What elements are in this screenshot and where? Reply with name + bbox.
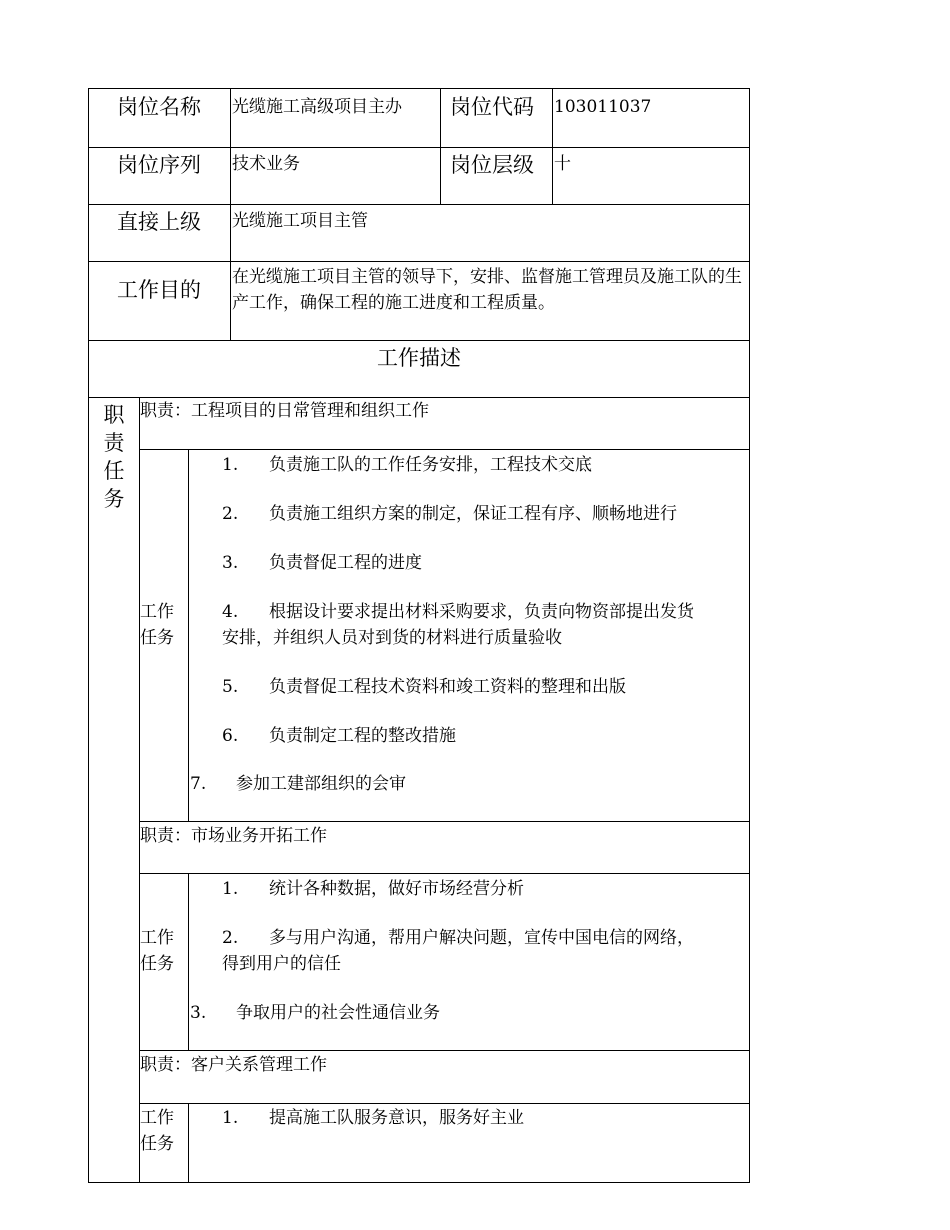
duty-title: 职责：工程项目的日常管理和组织工作 [140, 401, 429, 421]
position-level-value: 十 [554, 154, 571, 174]
row-divider [139, 873, 750, 874]
task-text: 提高施工队服务意识，服务好主业 [269, 1108, 524, 1128]
task-label: 工作任务 [140, 602, 174, 648]
task-text: 负责施工组织方案的制定，保证工程有序、顺畅地进行 [269, 504, 677, 524]
task-text: 根据设计要求提出材料采购要求，负责向物资部提出发货 [269, 602, 694, 622]
objective-label: 工作目的 [117, 278, 201, 302]
task-label: 工作任务 [140, 1108, 174, 1154]
position-code-label: 岗位代码 [450, 95, 534, 119]
task-number: 1. [222, 455, 239, 475]
task-number: 4. [222, 602, 239, 622]
task-text: 参加工建部组织的会审 [236, 774, 406, 794]
task-text: 负责督促工程的进度 [269, 553, 422, 573]
position-level-label: 岗位层级 [450, 153, 534, 177]
description-title: 工作描述 [377, 346, 461, 370]
task-number: 2. [222, 928, 239, 948]
table-border-top [88, 88, 750, 89]
row-divider [88, 340, 750, 341]
column-divider [188, 449, 189, 822]
column-divider [188, 873, 189, 1051]
task-number: 3. [190, 1003, 207, 1023]
row-divider [139, 1103, 750, 1104]
task-number: 5. [222, 677, 239, 697]
task-text: 负责施工队的工作任务安排，工程技术交底 [269, 455, 592, 475]
row-divider [139, 821, 750, 822]
task-number: 1. [222, 879, 239, 899]
column-divider [230, 88, 231, 341]
column-divider [552, 88, 553, 205]
task-number: 2. [222, 504, 239, 524]
task-number: 3. [222, 553, 239, 573]
task-text-continued: 安排，并组织人员对到货的材料进行质量验收 [222, 628, 562, 648]
task-text: 负责制定工程的整改措施 [269, 726, 456, 746]
row-divider [88, 147, 750, 148]
duties-side-label: 职责任务 [103, 403, 125, 511]
task-text: 统计各种数据，做好市场经营分析 [269, 879, 524, 899]
position-series-value: 技术业务 [232, 154, 300, 174]
row-divider [139, 1050, 750, 1051]
task-number: 6. [222, 726, 239, 746]
task-number: 1. [222, 1108, 239, 1128]
row-divider [139, 449, 750, 450]
table-border-left [88, 88, 89, 1183]
duty-title: 职责：市场业务开拓工作 [140, 826, 327, 846]
task-text: 负责督促工程技术资料和竣工资料的整理和出版 [269, 677, 626, 697]
position-name-value: 光缆施工高级项目主办 [232, 97, 402, 117]
row-divider [88, 261, 750, 262]
objective-value: 在光缆施工项目主管的领导下，安排、监督施工管理员及施工队的生产工作，确保工程的施工进度和工程质量。 [232, 267, 742, 313]
supervisor-value: 光缆施工项目主管 [232, 211, 368, 231]
task-text-continued: 得到用户的信任 [222, 954, 341, 974]
position-series-label: 岗位序列 [117, 153, 201, 177]
task-text: 多与用户沟通，帮用户解决问题，宣传中国电信的网络， [269, 928, 694, 948]
task-number: 7. [190, 774, 207, 794]
row-divider [88, 204, 750, 205]
task-label: 工作任务 [140, 928, 174, 974]
column-divider [188, 1103, 189, 1183]
table-border-right [749, 88, 750, 1183]
supervisor-label: 直接上级 [117, 210, 201, 234]
position-name-label: 岗位名称 [117, 95, 201, 119]
task-text: 争取用户的社会性通信业务 [236, 1003, 440, 1023]
position-code-value: 103011037 [554, 97, 652, 117]
duty-title: 职责：客户关系管理工作 [140, 1055, 327, 1075]
column-divider [440, 88, 441, 205]
row-divider [88, 397, 750, 398]
